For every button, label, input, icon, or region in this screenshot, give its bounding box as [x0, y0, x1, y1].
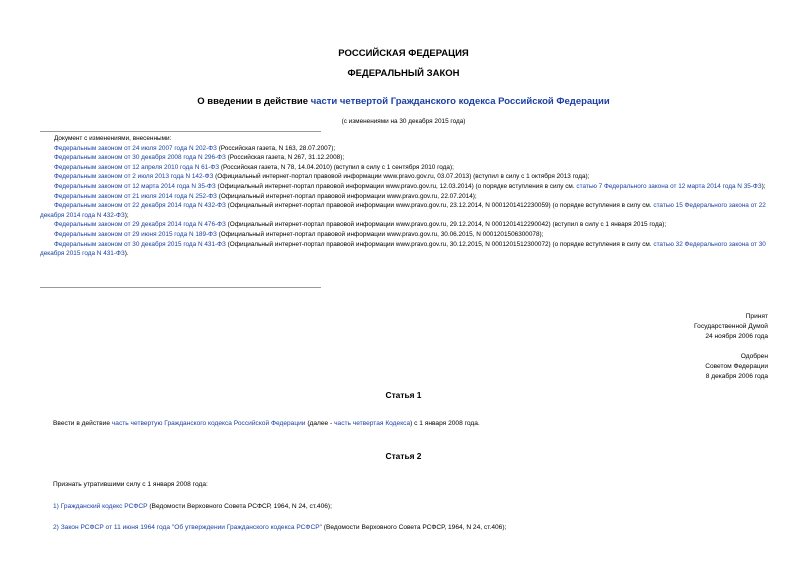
edition-link[interactable]: Федеральным законом от 30 декабря 2008 года N 296-ФЗ: [54, 154, 226, 162]
document-title: [0, 96, 807, 107]
edition-link[interactable]: Федеральным законом от 12 марта 2014 года N 35-ФЗ: [54, 182, 216, 190]
accepted-date: 24 ноября 2006 года: [705, 332, 768, 340]
doc-type-heading: ФЕДЕРАЛЬНЫЙ ЗАКОН: [347, 68, 460, 79]
article-2-intro: Признать утратившими силу с 1 января 2008 года:: [53, 481, 208, 488]
title-link[interactable]: части четвертой Гражданского кодекса Российской Федерации: [310, 96, 610, 107]
edition-item: Федеральным законом от 30 декабря 2008 года N 296-ФЗ (Российская газета, N 267, 31.12.2008);: [54, 154, 345, 162]
accepted-by: Государственной Думой: [694, 322, 768, 330]
edition-item: Федеральным законом от 30 декабря 2015 года N 431-ФЗ (Официальный интернет-портал правовой информации www.pravo.gov.ru, 30.12.2015, N 0001201512300072) (о порядке вступления в силу см. статью 32 Федерального закона от 30 декабря 2015 года N 431-ФЗ).: [40, 240, 766, 258]
revision-note: (с изменениями на 30 декабря 2015 года): [341, 118, 466, 125]
article-2-item-2: 2) Закон РСФСР от 11 июня 1964 года "Об утверждении Гражданского кодекса РСФСР" (Ведомости Верховного Совета РСФСР, 1964, N 24, ст.406);: [53, 524, 507, 531]
editions-intro: Документ с изменениями, внесенными:: [54, 135, 172, 142]
edition-link[interactable]: Федеральным законом от 21 июля 2014 года N 252-ФЗ: [54, 192, 217, 200]
approved-label: Одобрен: [740, 353, 768, 361]
article-1-paragraph: Ввести в действие часть четвертую Гражданского кодекса Российской Федерации (далее - часть четвертая Кодекса) с 1 января 2008 года.: [53, 420, 480, 427]
title-prefix: О введении в действие: [197, 96, 311, 107]
code-part-link[interactable]: часть четвертую Гражданского кодекса Российской Федерации: [111, 420, 306, 427]
edition-link[interactable]: Федеральным законом от 24 июля 2007 года N 202-ФЗ: [54, 144, 217, 152]
edition-article-link[interactable]: статью 15 Федерального закона от 22 декабря 2014 года N 432-ФЗ: [40, 202, 766, 219]
edition-link[interactable]: Федеральным законом от 2 июля 2013 года N 142-ФЗ: [54, 173, 214, 181]
edition-item: Федеральным законом от 29 декабря 2014 года N 476-ФЗ (Официальный интернет-портал правовой информации www.pravo.gov.ru, 29.12.2014, N 0001201412290042) (вступил в силу с 1 января 2015 года);: [54, 221, 667, 229]
edition-link[interactable]: Федеральным законом от 12 апреля 2010 года N 61-ФЗ: [54, 163, 220, 171]
edition-item: Федеральным законом от 12 апреля 2010 года N 61-ФЗ (Российская газета, N 78, 14.04.2010) (вступил в силу с 1 сентября 2010 года);: [54, 163, 454, 171]
article-2-heading: Статья 2: [385, 451, 422, 461]
code-part-short-link[interactable]: часть четвертая Кодекса: [334, 420, 411, 427]
edition-item: Федеральным законом от 12 марта 2014 года N 35-ФЗ (Официальный интернет-портал правовой информации www.pravo.gov.ru, 12.03.2014) (о порядке вступления в силу см. статью 7 Федерального закона от 12 марта 2014 года N 35-ФЗ);: [54, 182, 766, 190]
editions-bottom-divider: [40, 287, 321, 288]
edition-item: Федеральным законом от 2 июля 2013 года N 142-ФЗ (Официальный интернет-портал правовой информации www.pravo.gov.ru, 03.07.2013) (вступил в силу с 1 октября 2013 года);: [54, 173, 590, 181]
approved-date: 8 декабря 2006 года: [705, 372, 768, 380]
acceptance-block: [568, 312, 768, 382]
rsfsr-law-link[interactable]: Закон РСФСР от 11 июня 1964 года "Об утверждении Гражданского кодекса РСФСР": [60, 524, 322, 531]
editions-top-divider: [40, 131, 321, 132]
edition-item: Федеральным законом от 24 июля 2007 года N 202-ФЗ (Российская газета, N 163, 28.07.2007);: [54, 144, 336, 152]
edition-item: Федеральным законом от 29 июня 2015 года N 189-ФЗ (Официальный интернет-портал правовой информации www.pravo.gov.ru, 30.06.2015, N 0001201506300078);: [54, 230, 544, 238]
civil-code-rsfsr-link[interactable]: Гражданский кодекс РСФСР: [60, 503, 148, 510]
edition-link[interactable]: Федеральным законом от 29 декабря 2014 года N 476-ФЗ: [54, 221, 226, 229]
approved-by: Советом Федерации: [705, 363, 768, 371]
editions-list: [40, 134, 768, 259]
accepted-label: Принят: [745, 313, 768, 320]
edition-item: Федеральным законом от 21 июля 2014 года N 252-ФЗ (Официальный интернет-портал правовой информации www.pravo.gov.ru, 22.07.2014);: [54, 192, 477, 200]
edition-article-link[interactable]: статью 7 Федерального закона от 12 марта 2014 года N 35-ФЗ: [576, 182, 762, 190]
edition-item: Федеральным законом от 22 декабря 2014 года N 432-ФЗ (Официальный интернет-портал правовой информации www.pravo.gov.ru, 23.12.2014, N 0001201412230059) (о порядке вступления в силу см. статью 15 Федерального закона от 22 декабря 2014 года N 432-ФЗ);: [40, 202, 766, 219]
article-1-heading: Статья 1: [385, 390, 422, 400]
edition-article-link[interactable]: статью 32 Федерального закона от 30 декабря 2015 года N 431-ФЗ: [40, 240, 766, 258]
country-heading: РОССИЙСКАЯ ФЕДЕРАЦИЯ: [338, 48, 469, 59]
article-2-item-1: 1) Гражданский кодекс РСФСР (Ведомости Верховного Совета РСФСР, 1964, N 24, ст.406);: [53, 503, 332, 510]
edition-link[interactable]: Федеральным законом от 22 декабря 2014 года N 432-ФЗ: [54, 202, 226, 210]
edition-link[interactable]: Федеральным законом от 30 декабря 2015 года N 431-ФЗ: [54, 240, 226, 248]
edition-link[interactable]: Федеральным законом от 29 июня 2015 года N 189-ФЗ: [54, 230, 217, 238]
